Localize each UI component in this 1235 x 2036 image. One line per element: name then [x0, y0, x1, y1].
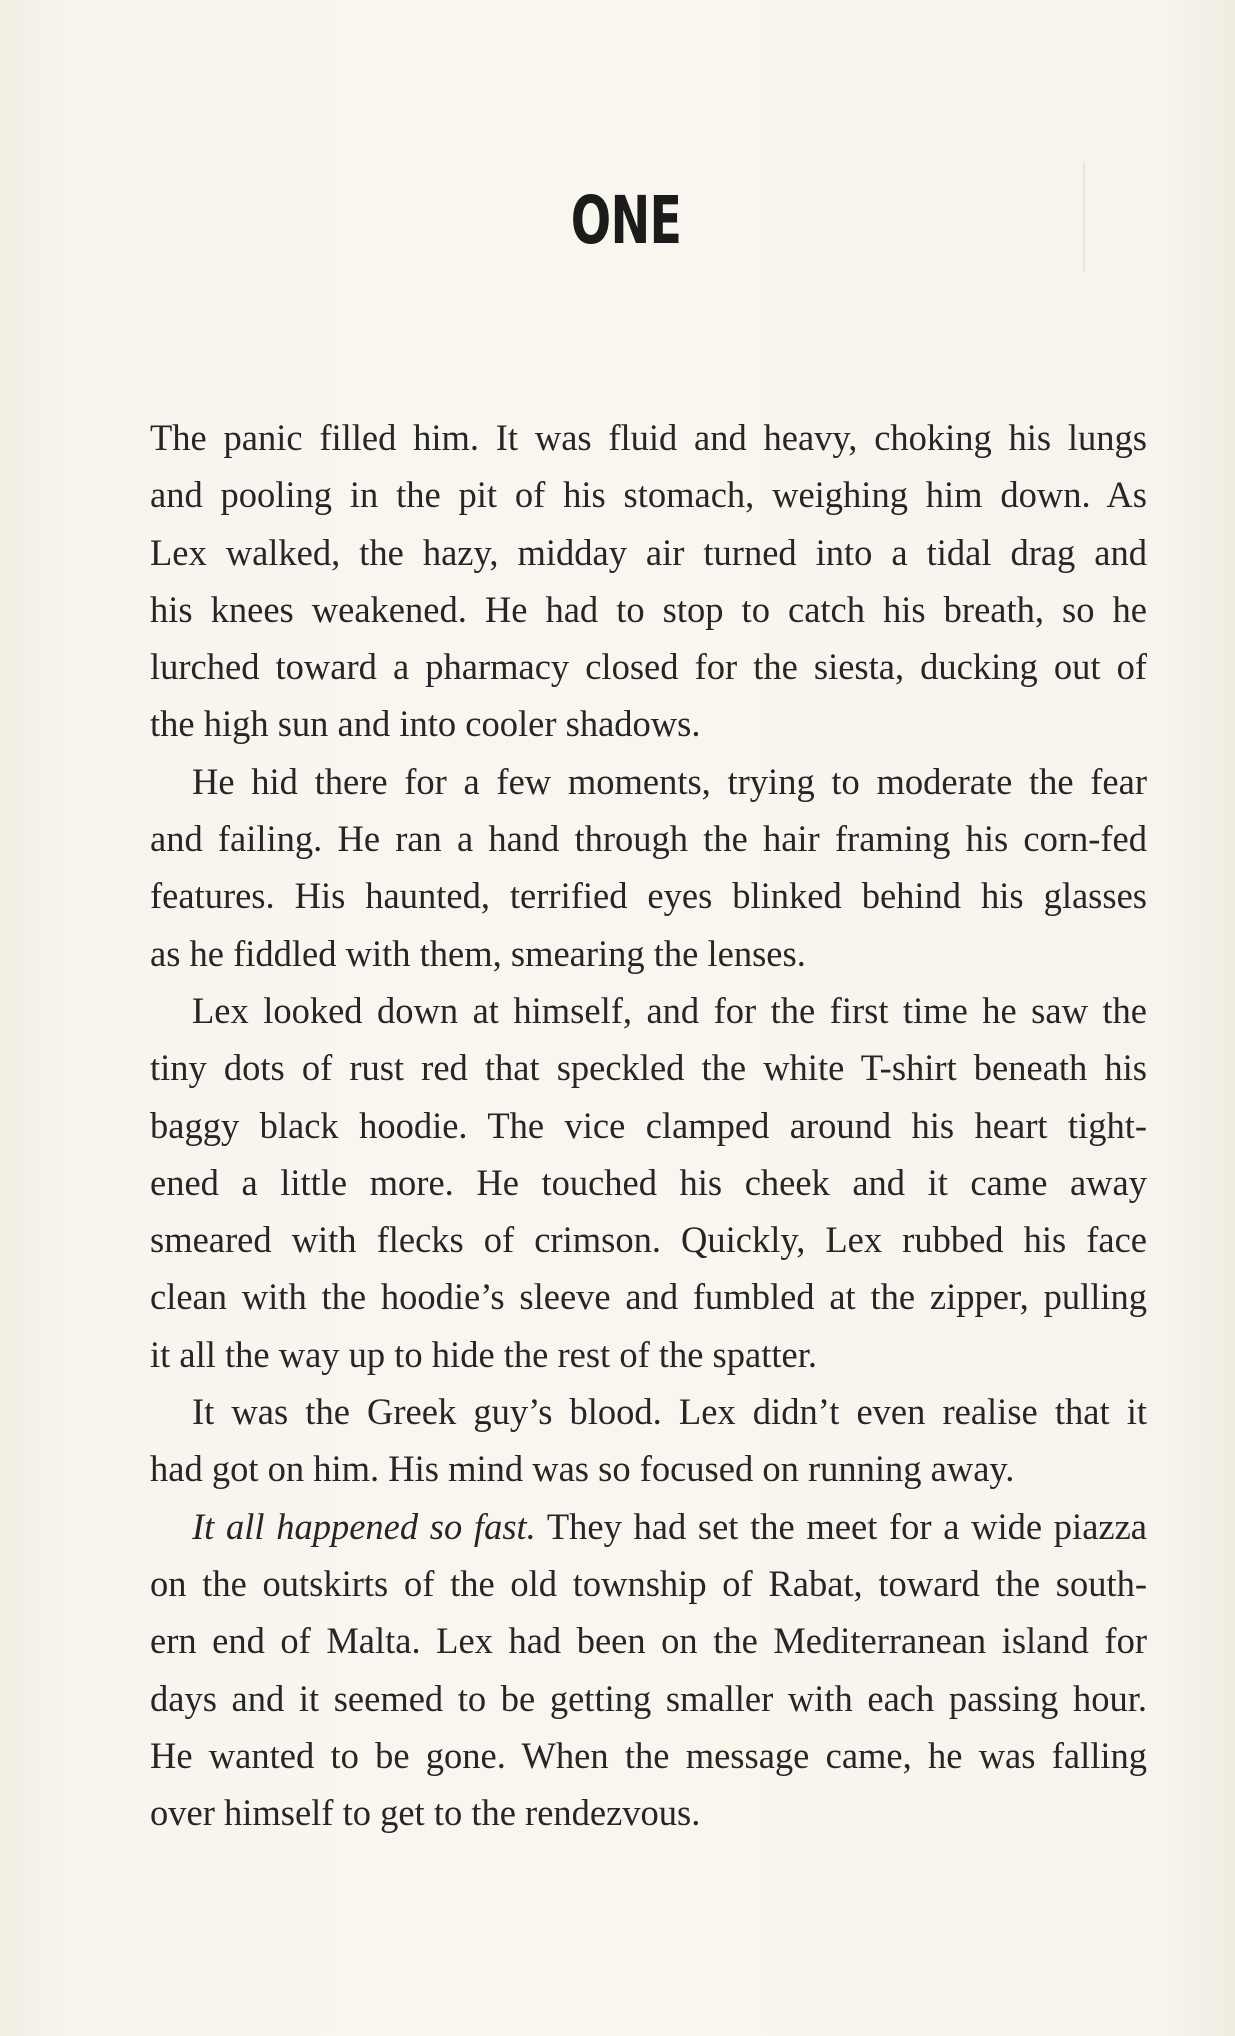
text-line: baggy black hoodie. The vice clamped around his heart tight-	[150, 1104, 1147, 1146]
text-line: had got on him. His mind was so focused on running away.	[150, 1448, 1015, 1490]
text-line: and failing. He ran a hand through the hair framing his corn-fed	[150, 818, 1147, 860]
text-line: It was the Greek guy’s blood. Lex didn’t even realise that it	[192, 1391, 1147, 1433]
text-line: his knees weakened. He had to stop to catch his breath, so he	[150, 588, 1147, 630]
text-line: tiny dots of rust red that speckled the white T-shirt beneath his	[150, 1047, 1147, 1089]
text-line: Lex looked down at himself, and for the first time he saw the	[192, 989, 1147, 1031]
text-line: smeared with flecks of crimson. Quickly, Lex rubbed his face	[150, 1219, 1147, 1261]
text-line: and pooling in the pit of his stomach, weighing him down. As	[150, 474, 1147, 516]
italic-lead: It all happened so fast.	[192, 1505, 536, 1547]
chapter-title: ONE	[570, 182, 682, 259]
text-line	[150, 1498, 1147, 1555]
paragraph-1	[150, 409, 1147, 753]
chapter-body	[150, 409, 1147, 1841]
text-line: as he fiddled with them, smearing the lenses.	[150, 932, 806, 974]
show-through-mark	[1083, 162, 1085, 272]
text-line: the high sun and into cooler shadows.	[150, 703, 701, 745]
text-line: clean with the hoodie’s sleeve and fumbled at the zipper, pulling	[150, 1276, 1147, 1318]
text-line: ern end of Malta. Lex had been on the Mediterranean island for	[150, 1620, 1147, 1662]
text-line: He wanted to be gone. When the message came, he was falling	[150, 1734, 1147, 1776]
text-line: features. His haunted, terrified eyes blinked behind his glasses	[150, 875, 1147, 917]
text-line: on the outskirts of the old township of Rabat, toward the south-	[150, 1562, 1147, 1604]
paragraph-4	[150, 1383, 1147, 1498]
paragraph-3	[150, 982, 1147, 1383]
text-line: over himself to get to the rendezvous.	[150, 1792, 701, 1834]
text-line: Lex walked, the hazy, midday air turned into a tidal drag and	[150, 531, 1147, 573]
text-line: lurched toward a pharmacy closed for the siesta, ducking out of	[150, 646, 1147, 688]
text-line: He hid there for a few moments, trying to moderate the fear	[192, 760, 1147, 802]
text-line: it all the way up to hide the rest of the spatter.	[150, 1333, 817, 1375]
text-line: The panic filled him. It was fluid and heavy, choking his lungs	[150, 417, 1147, 458]
text-line-rest: They had set the meet for a wide piazza	[535, 1505, 1147, 1547]
paragraph-5	[150, 1498, 1147, 1842]
text-line: days and it seemed to be getting smaller with each passing hour.	[150, 1677, 1147, 1719]
text-line: ened a little more. He touched his cheek and it came away	[150, 1161, 1147, 1203]
paragraph-2	[150, 753, 1147, 982]
